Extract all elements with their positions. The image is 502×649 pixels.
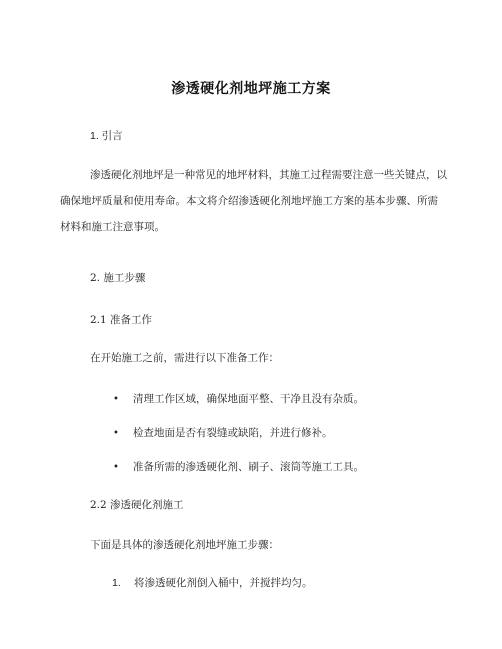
- list-item: [113, 425, 333, 440]
- apply-intro-text: 下面是具体的渗透硬化剂地坪施工步骤：: [90, 539, 279, 551]
- step-text: 将渗透硬化剂倒入桶中，并搅拌均匀。: [134, 577, 313, 589]
- list-item: [113, 459, 364, 474]
- intro-line: 确保地坪质量和使用寿命。本文将介绍渗透硬化剂地坪施工方案的基本步骤、所需: [60, 195, 438, 207]
- prep-intro-text: 在开始施工之前，需进行以下准备工作：: [90, 352, 279, 364]
- subsection-heading-prep: [90, 312, 152, 327]
- list-item: [112, 575, 313, 590]
- bullet-icon: •: [113, 462, 119, 473]
- intro-line: 材料和施工注意事项。: [60, 221, 165, 233]
- bullet-text: 检查地面是否有裂缝或缺陷，并进行修补。: [133, 427, 333, 439]
- apply-heading-text: 2.2 渗透硬化剂施工: [90, 499, 184, 511]
- steps-heading-text: 2. 施工步骤: [90, 272, 146, 284]
- bullet-text: 清理工作区域，确保地面平整、干净且没有杂质。: [133, 393, 364, 405]
- list-item: [113, 391, 364, 406]
- intro-paragraph: [60, 162, 447, 240]
- bullet-icon: •: [113, 394, 119, 405]
- document-title: 渗透硬化剂地坪施工方案: [171, 81, 331, 97]
- intro-heading-text: 1. 引言: [90, 130, 123, 142]
- step-number: 1.: [112, 577, 121, 589]
- subsection-heading-apply: [90, 497, 184, 512]
- bullet-icon: •: [113, 428, 119, 439]
- bullet-text: 准备所需的渗透硬化剂、刷子、滚筒等施工工具。: [133, 461, 364, 473]
- apply-intro: [90, 537, 279, 552]
- section-heading-steps: [90, 270, 145, 285]
- prep-intro: [90, 350, 279, 365]
- section-heading-intro: [90, 128, 123, 143]
- prep-heading-text: 2.1 准备工作: [90, 314, 153, 326]
- intro-line: 渗透硬化剂地坪是一种常见的地坪材料，其施工过程需要注意一些关键点，以: [90, 169, 447, 181]
